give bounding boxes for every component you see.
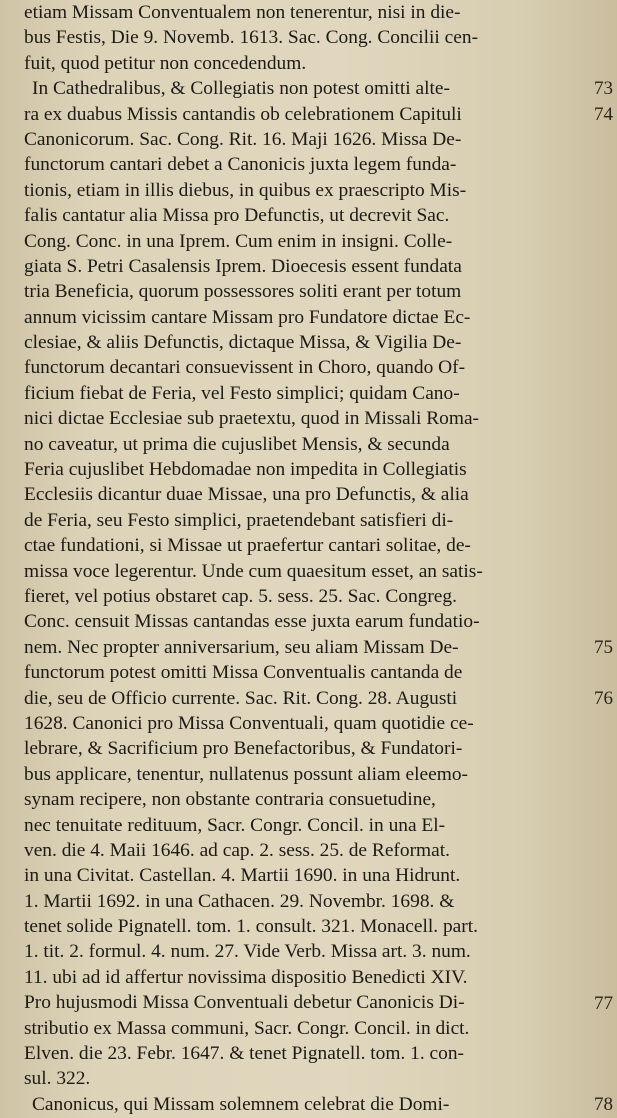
text-line: clesiae, & aliis Defunctis, dictaque Missa, & Vigilia De- bbox=[24, 332, 462, 354]
text-line: 1628. Canonici pro Missa Conventuali, quam quotidie ce- bbox=[24, 712, 474, 734]
text-line: Conc. censuit Missas cantandas esse juxta earum fundatio- bbox=[24, 611, 480, 633]
text-line: tria Beneficia, quorum possessores soliti erant per totum bbox=[24, 281, 462, 303]
text-line: sul. 322. bbox=[24, 1068, 91, 1090]
text-line: lebrare, & Sacrificium pro Benefactoribus, & Fundatori- bbox=[24, 738, 463, 760]
text-line: falis cantatur alia Missa pro Defunctis, ut decrevit Sac. bbox=[24, 205, 450, 227]
text-line: nec tenuitate redituum, Sacr. Congr. Concil. in una El- bbox=[24, 814, 446, 836]
text-line: ficium fiebat de Feria, vel Festo simplici; quidam Cano- bbox=[24, 382, 460, 404]
text-line: In Cathedralibus, & Collegiatis non potest omitti alte- bbox=[32, 78, 450, 100]
text-line: giata S. Petri Casalensis Iprem. Dioecesis essent fundata bbox=[24, 255, 462, 277]
text-line: fieret, vel potius obstaret cap. 5. sess. 25. Sac. Congreg. bbox=[24, 585, 457, 607]
text-line: Feria cujuslibet Hebdomadae non impedita in Collegiatis bbox=[24, 459, 467, 481]
margin-number: 74 bbox=[594, 103, 613, 125]
text-line: Pro hujusmodi Missa Conventuali debetur Canonicis Di- bbox=[24, 992, 465, 1014]
text-line: synam recipere, non obstante contraria consuetudine, bbox=[24, 789, 436, 811]
text-line: ven. die 4. Maii 1646. ad cap. 2. sess. 25. de Reformat. bbox=[24, 839, 450, 861]
text-block bbox=[24, 0, 580, 1117]
text-line: Canonicus, qui Missam solemnem celebrat die Domi- bbox=[32, 1093, 450, 1115]
text-line: nem. Nec propter anniversarium, seu aliam Missam De- bbox=[24, 636, 459, 658]
text-line: no caveatur, ut prima die cujuslibet Mensis, & secunda bbox=[24, 433, 450, 455]
text-line: 1. Martii 1692. in una Cathacen. 29. Novembr. 1698. & bbox=[24, 890, 455, 912]
margin-number: 78 bbox=[594, 1094, 613, 1116]
text-line: functorum cantari debet a Canonicis juxta legem funda- bbox=[24, 154, 457, 176]
text-line: fuit, quod petitur non concedendum. bbox=[24, 52, 307, 74]
text-line: Cong. Conc. in una Iprem. Cum enim in insigni. Colle- bbox=[24, 230, 453, 252]
text-line: annum vicissim cantare Missam pro Fundatore dictae Ec- bbox=[24, 306, 471, 328]
text-line: missa voce legerentur. Unde cum quaesitum esset, an satis- bbox=[24, 560, 483, 582]
margin-number: 76 bbox=[594, 687, 613, 709]
text-line: functorum decantari consuevissent in Choro, quando Of- bbox=[24, 357, 466, 379]
text-line: de Feria, seu Festo simplici, praetendebant satisfieri di- bbox=[24, 509, 454, 531]
text-line: etiam Missam Conventualem non tenerentur, nisi in die- bbox=[24, 2, 461, 23]
text-line: tenet solide Pignatell. tom. 1. consult. 321. Monacell. part. bbox=[24, 916, 478, 938]
text-line: ra ex duabus Missis cantandis ob celebrationem Capituli bbox=[24, 103, 462, 125]
margin-number: 77 bbox=[594, 992, 613, 1014]
margin-number: 73 bbox=[594, 78, 613, 100]
text-line: 11. ubi ad id affertur novissima dispositio Benedicti XIV. bbox=[24, 966, 468, 988]
text-line: tionis, etiam in illis diebus, in quibus ex praescripto Mis- bbox=[24, 179, 467, 201]
text-line: ctae fundationi, si Missae ut praefertur cantari solitae, de- bbox=[24, 535, 471, 557]
text-line: 1. tit. 2. formul. 4. num. 27. Vide Verb. Missa art. 3. num. bbox=[24, 941, 471, 963]
text-line: Elven. die 23. Febr. 1647. & tenet Pignatell. tom. 1. con- bbox=[24, 1043, 464, 1065]
text-line: bus applicare, tenentur, nullatenus possunt aliam eleemo- bbox=[24, 763, 468, 785]
text-line: stributio ex Massa communi, Sacr. Congr. Concil. in dict. bbox=[24, 1017, 470, 1039]
text-line: functorum potest omitti Missa Conventualis cantanda de bbox=[24, 662, 463, 684]
text-line: Ecclesiis dicantur duae Missae, una pro Defunctis, & alia bbox=[24, 484, 469, 506]
text-line: bus Festis, Die 9. Novemb. 1613. Sac. Cong. Concilii cen- bbox=[24, 27, 479, 49]
text-line: Canonicorum. Sac. Cong. Rit. 16. Maji 1626. Missa De- bbox=[24, 128, 462, 150]
text-line: in una Civitat. Castellan. 4. Martii 1690. in una Hidrunt. bbox=[24, 865, 461, 887]
text-line: die, seu de Officio currente. Sac. Rit. Cong. 28. Augusti bbox=[24, 687, 458, 709]
text-line: nici dictae Ecclesiae sub praetextu, quod in Missali Roma- bbox=[24, 408, 480, 430]
margin-number: 75 bbox=[594, 637, 613, 658]
